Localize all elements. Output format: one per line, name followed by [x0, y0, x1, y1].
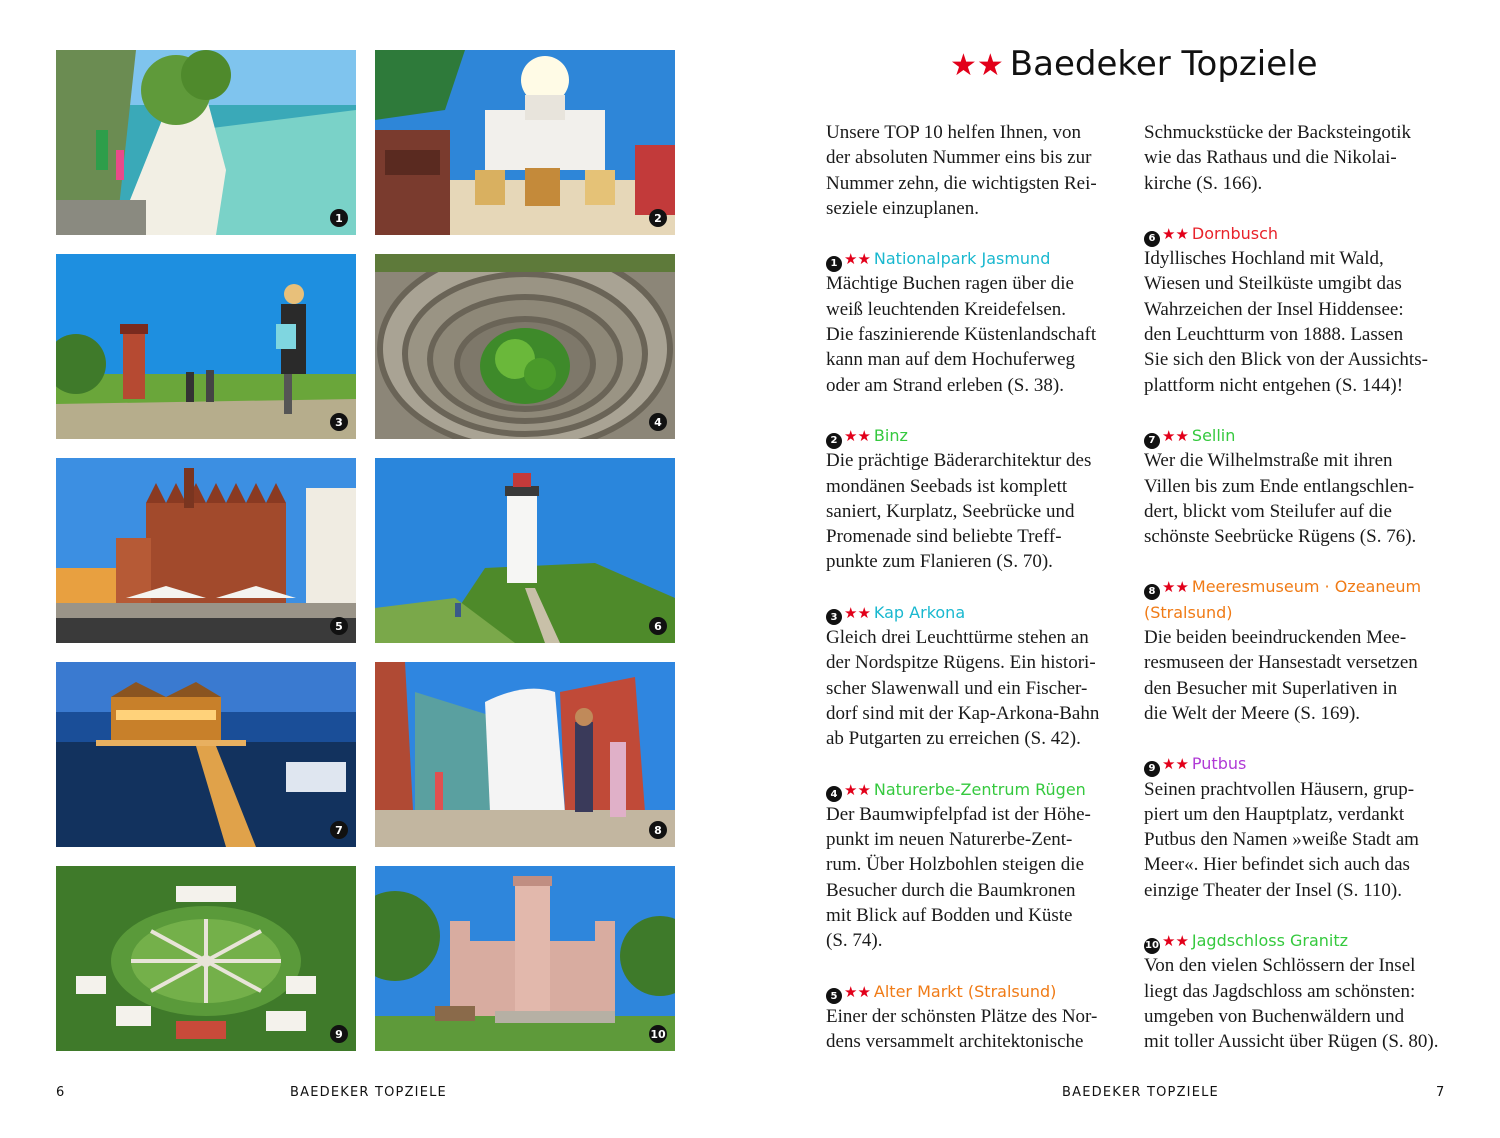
photo-10-number: 10 [649, 1025, 667, 1043]
entry-1-line: weiß leuchtenden Kreidefelsen. [826, 298, 1067, 320]
entry-4-line: punkt im neuen Naturerbe-Zent- [826, 829, 1073, 851]
left-page-number: 6 [56, 1085, 66, 1100]
entry-9-title: Putbus [1191, 754, 1247, 774]
intro-line: seziele einzuplanen. [826, 197, 979, 219]
photo-7-number: 7 [330, 821, 348, 839]
entry-8-heading-continued [1144, 600, 1464, 625]
entry-8-title-line-2: (Stralsund) [1144, 602, 1233, 622]
title-stars: ★★ [950, 48, 1004, 83]
entry-7-stars: ★★ [1162, 426, 1189, 445]
photo-5-image [56, 458, 356, 643]
photo-9 [56, 866, 356, 1051]
entry-2-line: punkte zum Flanieren (S. 70). [826, 551, 1053, 573]
entry-10-line: umgeben von Buchenwäldern und [1144, 1005, 1405, 1027]
photo-1 [56, 50, 356, 235]
entry-5 [826, 979, 1146, 1055]
entry-1 [826, 246, 1146, 398]
photo-5 [56, 458, 356, 643]
entry-4-line: mit Blick auf Bodden und Küste [826, 905, 1073, 927]
entry-6-stars: ★★ [1162, 224, 1189, 243]
right-running-head: BAEDEKER TOPZIELE [1062, 1085, 1219, 1100]
photo-4 [375, 254, 675, 439]
continuation-line: kirche (S. 166). [1144, 172, 1263, 194]
entry-10-number: 10 [1144, 938, 1160, 954]
entry-8-line: Die beiden beeindruckenden Mee- [1144, 627, 1407, 649]
entry-1-heading [826, 246, 1146, 271]
intro-line: Nummer zehn, die wichtigsten Rei- [826, 172, 1097, 194]
entry-2-number: 2 [826, 433, 842, 449]
photo-4-number: 4 [649, 413, 667, 431]
text-column-left [826, 120, 1146, 1055]
photo-6-number: 6 [649, 617, 667, 635]
entry-9-number: 9 [1144, 761, 1160, 777]
entry-6-line: den Leuchtturm von 1888. Lassen [1144, 324, 1404, 346]
entry-4-stars: ★★ [844, 780, 871, 799]
entry-9-line: Putbus den Namen »weiße Stadt am [1144, 829, 1419, 851]
photo-5-number: 5 [330, 617, 348, 635]
entry-3-stars: ★★ [844, 603, 871, 622]
intro-line: Unsere TOP 10 helfen Ihnen, von [826, 122, 1082, 143]
photo-9-number: 9 [330, 1025, 348, 1043]
left-running-head: BAEDEKER TOPZIELE [290, 1085, 447, 1100]
entry-9-line: Meer«. Hier befindet sich auch das [1144, 854, 1410, 876]
text-column-right [1144, 120, 1464, 1055]
entry-1-number: 1 [826, 256, 842, 272]
photo-4-image [375, 254, 675, 439]
intro-line: der absoluten Nummer eins bis zur [826, 147, 1092, 169]
entry-8-stars: ★★ [1162, 578, 1189, 597]
entry-1-line: kann man auf dem Hochuferweg [826, 349, 1076, 371]
entry-6-line: Wiesen und Steilküste umgibt das [1144, 273, 1402, 295]
photo-8-number: 8 [649, 821, 667, 839]
entry-3-line: dorf sind mit der Kap-Arkona-Bahn [826, 702, 1100, 724]
entry-8-title: Meeresmuseum · Ozeaneum [1191, 577, 1422, 597]
entry-4-line: rum. Über Holzbohlen steigen die [826, 854, 1085, 876]
entry-10-stars: ★★ [1162, 932, 1189, 951]
entry-9-heading [1144, 751, 1464, 776]
entry-10 [1144, 928, 1464, 1054]
entry-8-heading [1144, 574, 1464, 599]
continuation-line: Schmuckstücke der Backsteingotik [1144, 122, 1411, 143]
entry-3-title: Kap Arkona [873, 602, 966, 622]
entry-6-line: Idyllisches Hochland mit Wald, [1144, 248, 1384, 270]
entry-1-stars: ★★ [844, 250, 871, 269]
photo-8 [375, 662, 675, 847]
entry-8-line: resmuseen der Hansestadt versetzen [1144, 652, 1418, 674]
entry-7-line: dert, blickt vom Steilufer auf die [1144, 500, 1392, 522]
photo-2-number: 2 [649, 209, 667, 227]
entry-6 [1144, 221, 1464, 398]
entry-10-line: liegt das Jagdschloss am schönsten: [1144, 980, 1416, 1002]
entry-4-number: 4 [826, 786, 842, 802]
entry-6-line: Sie sich den Blick von der Aussichts- [1144, 349, 1428, 371]
entry-7-title: Sellin [1191, 425, 1236, 445]
entry-2-heading [826, 423, 1146, 448]
entry-3-line: der Nordspitze Rügens. Ein histori- [826, 652, 1096, 674]
entry-7-line: Villen bis zum Ende entlangschlen- [1144, 475, 1415, 497]
entry-6-line: Wahrzeichen der Insel Hiddensee: [1144, 298, 1404, 320]
entry-3-line: scher Slawenwall und ein Fischer- [826, 677, 1088, 699]
entry-8-line: den Besucher mit Superlativen in [1144, 677, 1398, 699]
entry-3-heading [826, 600, 1146, 625]
continuation-line: wie das Rathaus und die Nikolai- [1144, 147, 1397, 169]
entry-4 [826, 777, 1146, 954]
entry-7-line: schönste Seebrücke Rügens (S. 76). [1144, 526, 1417, 548]
entry-7-line: Wer die Wilhelmstraße mit ihren [1144, 450, 1393, 472]
entry-4-line: Der Baumwipfelpfad ist der Höhe- [826, 803, 1091, 825]
entry-1-line: Mächtige Buchen ragen über die [826, 273, 1074, 295]
entry-4-line: (S. 74). [826, 930, 883, 952]
entry-6-number: 6 [1144, 231, 1160, 247]
photo-7-image [56, 662, 356, 847]
entry-7-number: 7 [1144, 433, 1160, 449]
entry-5-continuation [1144, 120, 1464, 196]
photo-3 [56, 254, 356, 439]
entry-10-heading [1144, 928, 1464, 953]
entry-5-line: Einer der schönsten Plätze des Nor- [826, 1005, 1098, 1027]
page-title [950, 44, 1318, 84]
entry-10-title: Jagdschloss Granitz [1191, 931, 1349, 951]
entry-8-number: 8 [1144, 584, 1160, 600]
entry-2-line: saniert, Kurplatz, Seebrücke und [826, 500, 1075, 522]
entry-8 [1144, 574, 1464, 726]
photo-10 [375, 866, 675, 1051]
entry-9-line: Seinen prachtvollen Häusern, grup- [1144, 778, 1415, 800]
photo-3-number: 3 [330, 413, 348, 431]
intro [826, 120, 1146, 221]
entry-8-line: die Welt der Meere (S. 169). [1144, 702, 1361, 724]
photo-2-image [375, 50, 675, 235]
photo-9-image [56, 866, 356, 1051]
entry-5-title: Alter Markt (Stralsund) [873, 981, 1057, 1001]
entry-10-line: Von den vielen Schlössern der Insel [1144, 955, 1416, 977]
entry-7 [1144, 423, 1464, 549]
entry-6-line: plattform nicht entgehen (S. 144)! [1144, 374, 1404, 396]
entry-2-line: mondänen Seebads ist komplett [826, 475, 1068, 497]
photo-10-image [375, 866, 675, 1051]
entry-2-stars: ★★ [844, 426, 871, 445]
entry-9-line: piert um den Hauptplatz, verdankt [1144, 803, 1405, 825]
entry-4-heading [826, 777, 1146, 802]
entry-4-title: Naturerbe-Zentrum Rügen [873, 779, 1086, 799]
entry-1-title: Nationalpark Jasmund [873, 249, 1051, 269]
entry-4-line: Besucher durch die Baumkronen [826, 879, 1076, 901]
entry-2-line: Die prächtige Bäderarchitektur des [826, 450, 1092, 472]
entry-2-title: Binz [873, 425, 908, 445]
photo-2 [375, 50, 675, 235]
entry-6-title: Dornbusch [1191, 223, 1279, 243]
entry-5-heading [826, 979, 1146, 1004]
entry-10-line: mit toller Aussicht über Rügen (S. 80). [1144, 1031, 1439, 1053]
entry-3-line: Gleich drei Leuchttürme stehen an [826, 627, 1089, 649]
entry-6-heading [1144, 221, 1464, 246]
right-page-number: 7 [1436, 1085, 1446, 1100]
entry-2-line: Promenade sind beliebte Treff- [826, 526, 1062, 548]
entry-3 [826, 600, 1146, 752]
entry-3-number: 3 [826, 609, 842, 625]
photo-1-number: 1 [330, 209, 348, 227]
entry-3-line: ab Putgarten zu erreichen (S. 42). [826, 728, 1081, 750]
entry-7-heading [1144, 423, 1464, 448]
entry-9-stars: ★★ [1162, 755, 1189, 774]
title-text: Baedeker Topziele [1009, 44, 1318, 84]
photo-8-image [375, 662, 675, 847]
entry-1-line: Die faszinierende Küstenlandschaft [826, 324, 1097, 346]
photo-6 [375, 458, 675, 643]
entry-5-line: dens versammelt architektonische [826, 1031, 1084, 1053]
entry-1-line: oder am Strand erleben (S. 38). [826, 374, 1064, 396]
photo-6-image [375, 458, 675, 643]
photo-1-image [56, 50, 356, 235]
entry-5-number: 5 [826, 988, 842, 1004]
entry-5-stars: ★★ [844, 982, 871, 1001]
entry-9 [1144, 751, 1464, 903]
photo-7 [56, 662, 356, 847]
entry-9-line: einzige Theater der Insel (S. 110). [1144, 879, 1402, 901]
photo-3-image [56, 254, 356, 439]
entry-2 [826, 423, 1146, 575]
